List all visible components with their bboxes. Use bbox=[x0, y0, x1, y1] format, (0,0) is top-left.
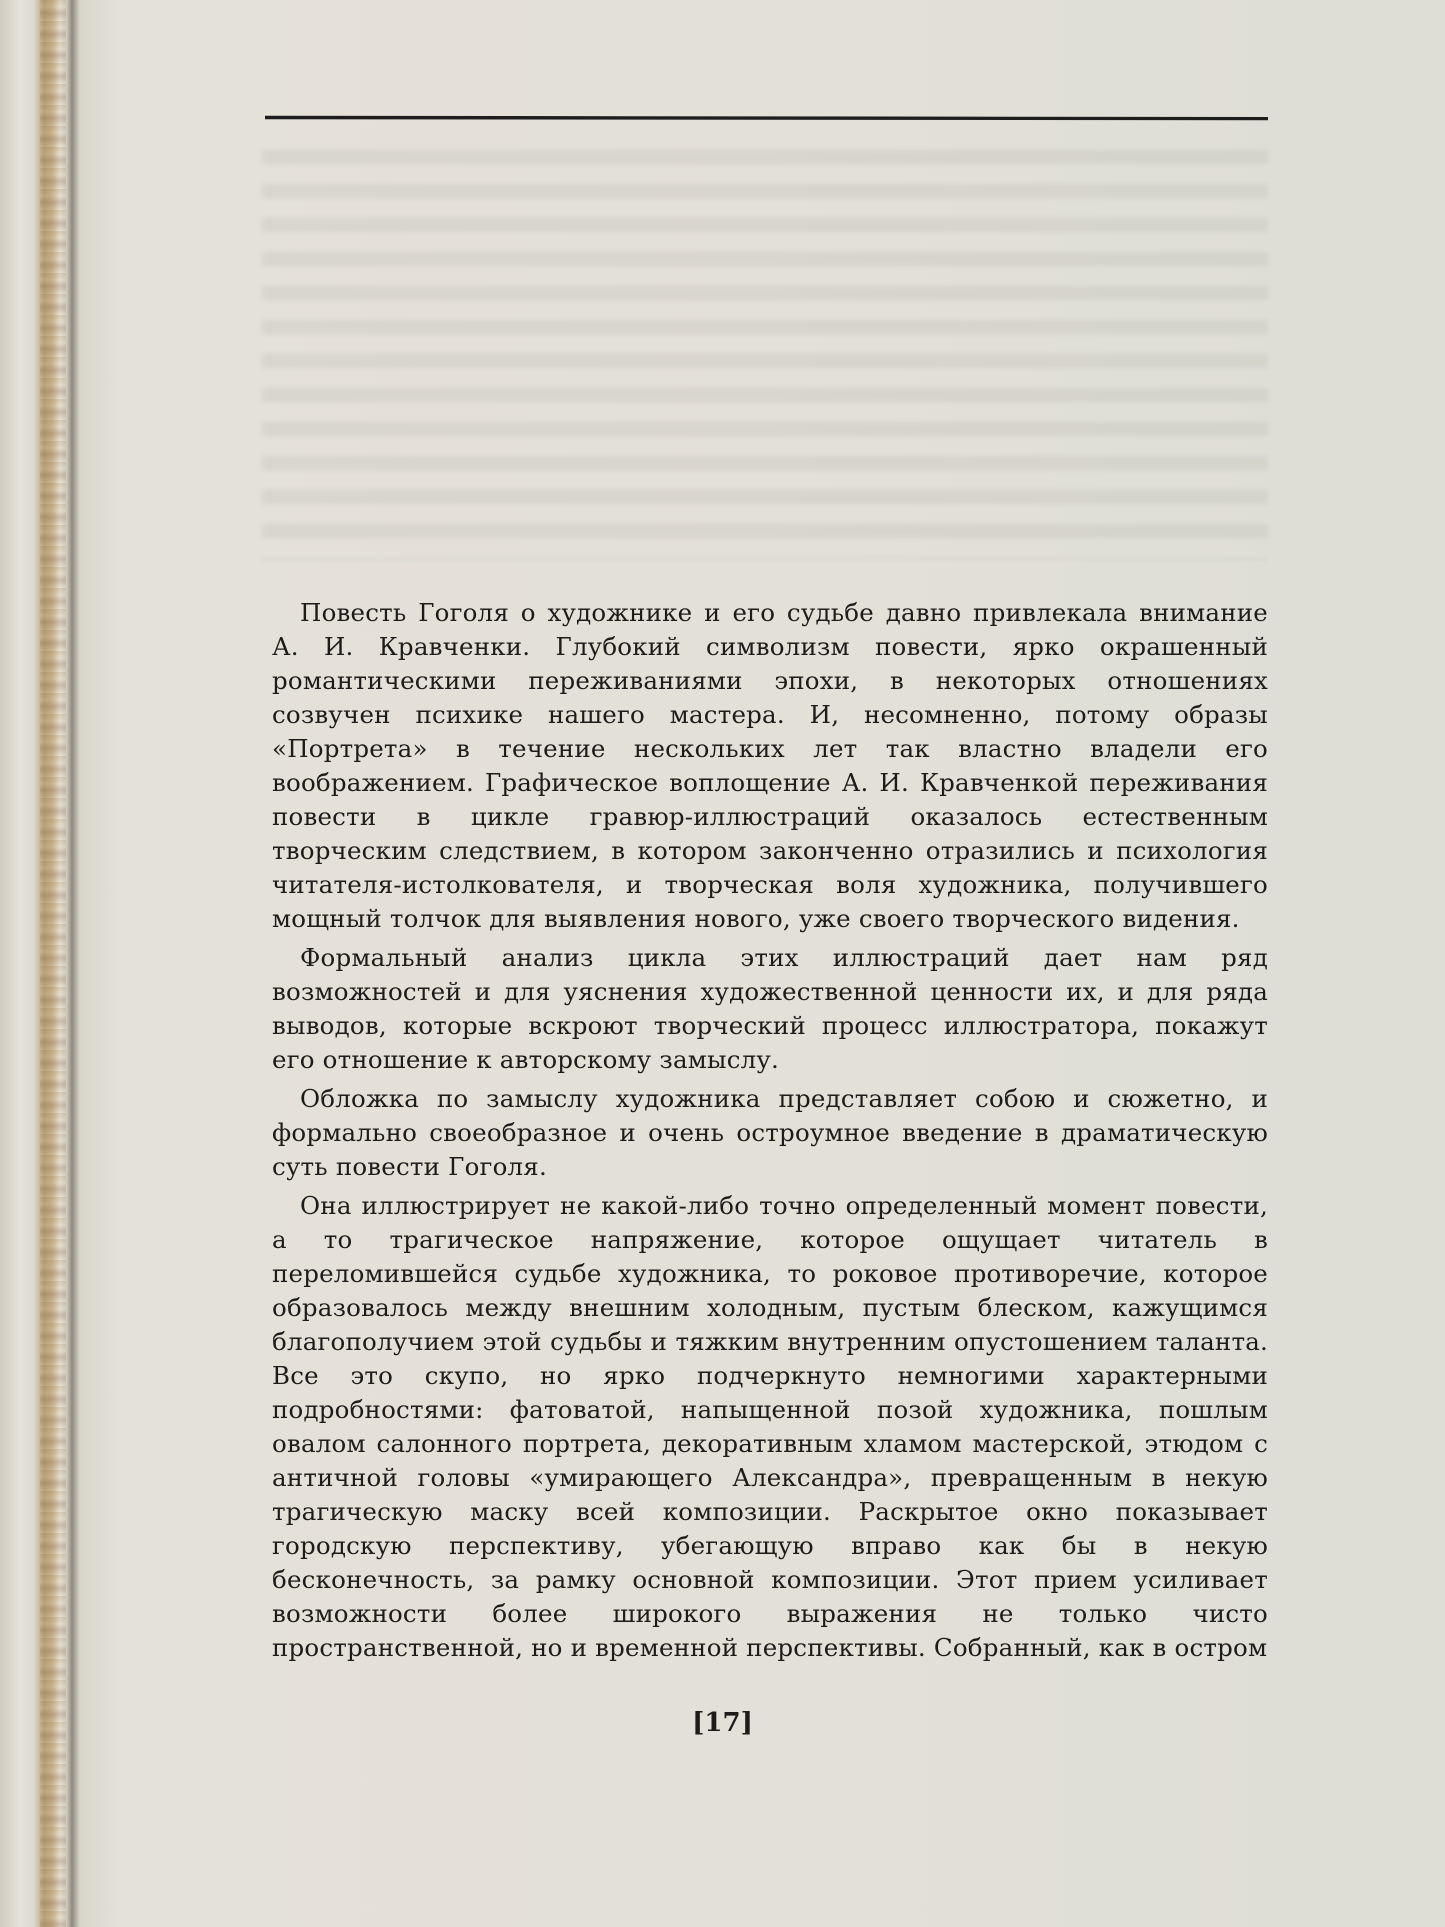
header-rule bbox=[265, 113, 1268, 122]
page-number: [17] bbox=[692, 1708, 753, 1738]
body-text bbox=[272, 596, 1268, 1670]
show-through-area bbox=[262, 150, 1268, 560]
book-spine bbox=[40, 0, 66, 1927]
paragraph: Повесть Гоголя о художнике и его судьбе давно привлекала внимание А. И. Кравченки. Глубокий символизм повести, ярко окрашенный романтическими переживаниями эпохи, в некоторых отношениях созвучен психике нашего мастера. И, несомненно, потому образы «Портрета» в течение нескольких лет так властно владели его воображением. Графическое воплощение А. И. Кравченкой переживания повести в цикле гравюр-иллюстраций оказалось естественным творческим следствием, в котором законченно отразились и психология читателя-истолкователя, и творческая воля художника, получившего мощный толчок для выявления нового, уже своего творческого видения. bbox=[272, 598, 1268, 933]
paragraph: Обложка по замыслу художника представляет собою и сюжетно, и формально своеобразное и очень остроумное введение в драматическую суть повести Гоголя. bbox=[272, 1084, 1268, 1181]
paragraph: Она иллюстрирует не какой-либо точно определенный момент повести, а то трагическое напряжение, которое ощущает читатель в переломившейся судьбе художника, то роковое противоречие, которое образовалось между внешним холодным, пустым блеском, кажущимся благополучием этой судьбы и тяжким внутренним опустошением таланта. Все это скупо, но ярко подчеркнуто немногими характерными подробностями: фатоватой, напыщенной позой художника, пошлым овалом салонного портрета, декоративным хламом мастерской, этюдом с античной головы «умирающего Александра», превращенным в некую трагическую маску всей композиции. Раскрытое окно показывает городскую перспективу, убегающую вправо как бы в некую бесконечность, за рамку основной композиции. Этот прием усиливает возможности более широкого выражения не только чисто пространственной, но и временной перспективы. Собранный, как в остром bbox=[272, 1191, 1268, 1662]
paragraph: Формальный анализ цикла этих иллюстраций дает нам ряд возможностей и для уяснения художественной ценности их, и для ряда выводов, которые вскроют творческий процесс иллюстратора, покажут его отношение к авторскому замыслу. bbox=[272, 943, 1268, 1074]
